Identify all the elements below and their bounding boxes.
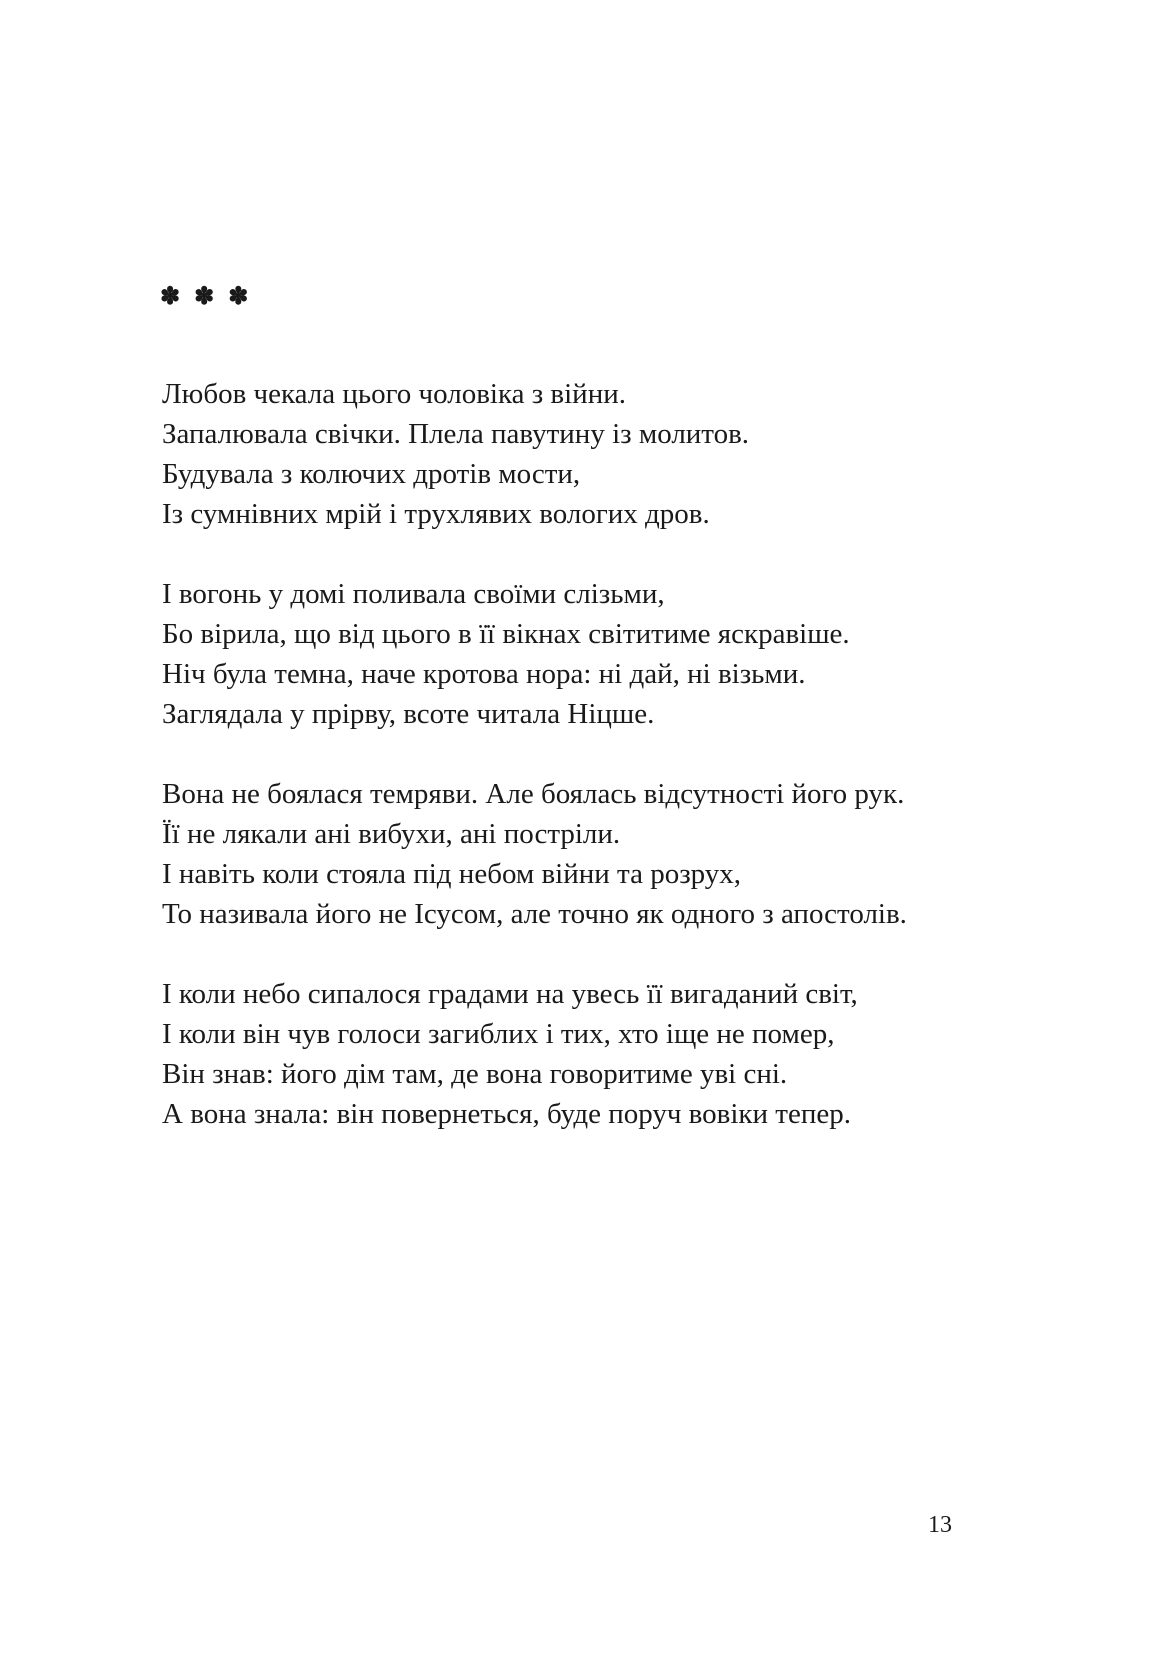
poem-line: То називала його не Ісусом, але точно як одного з апостолів. <box>162 898 907 930</box>
poem-line: Заглядала у прірву, всоте читала Ніцше. <box>162 698 655 730</box>
poem-line: Із сумнівних мрій і трухлявих вологих дров. <box>162 498 710 530</box>
poem-line: І навіть коли стояла під небом війни та розрух, <box>162 858 742 890</box>
page-number: 13 <box>928 1512 952 1538</box>
poem <box>162 374 1062 1134</box>
poem-line: Вона не боялася темряви. Але боялась відсутності його рук. <box>162 778 905 810</box>
poem-line: І вогонь у домі поливала своїми слізьми, <box>162 578 665 610</box>
poem-line: І коли небо сипалося градами на увесь її вигаданий світ, <box>162 978 858 1010</box>
stanza <box>162 374 1062 534</box>
poem-line: І коли він чув голоси загиблих і тих, хто іще не помер, <box>162 1018 835 1050</box>
poem-line: Її не лякали ані вибухи, ані постріли. <box>162 818 621 850</box>
poem-line: Він знав: його дім там, де вона говоритиме уві сні. <box>162 1058 788 1090</box>
poem-line: Бо вірила, що від цього в її вікнах світитиме яскравіше. <box>162 618 850 650</box>
section-break-ornament: ✽ ✽ ✽ <box>160 284 253 310</box>
poem-line: Ніч була темна, наче кротова нора: ні дай, ні візьми. <box>162 658 806 690</box>
poem-line: Запалювала свічки. Плела павутину із молитов. <box>162 418 750 450</box>
poem-line: А вона знала: він повернеться, буде поруч вовіки тепер. <box>162 1098 851 1130</box>
stanza <box>162 774 1062 934</box>
poem-line: Любов чекала цього чоловіка з війни. <box>162 378 626 410</box>
poem-line: Будувала з колючих дротів мости, <box>162 458 581 490</box>
stanza <box>162 974 1062 1134</box>
stanza <box>162 574 1062 734</box>
